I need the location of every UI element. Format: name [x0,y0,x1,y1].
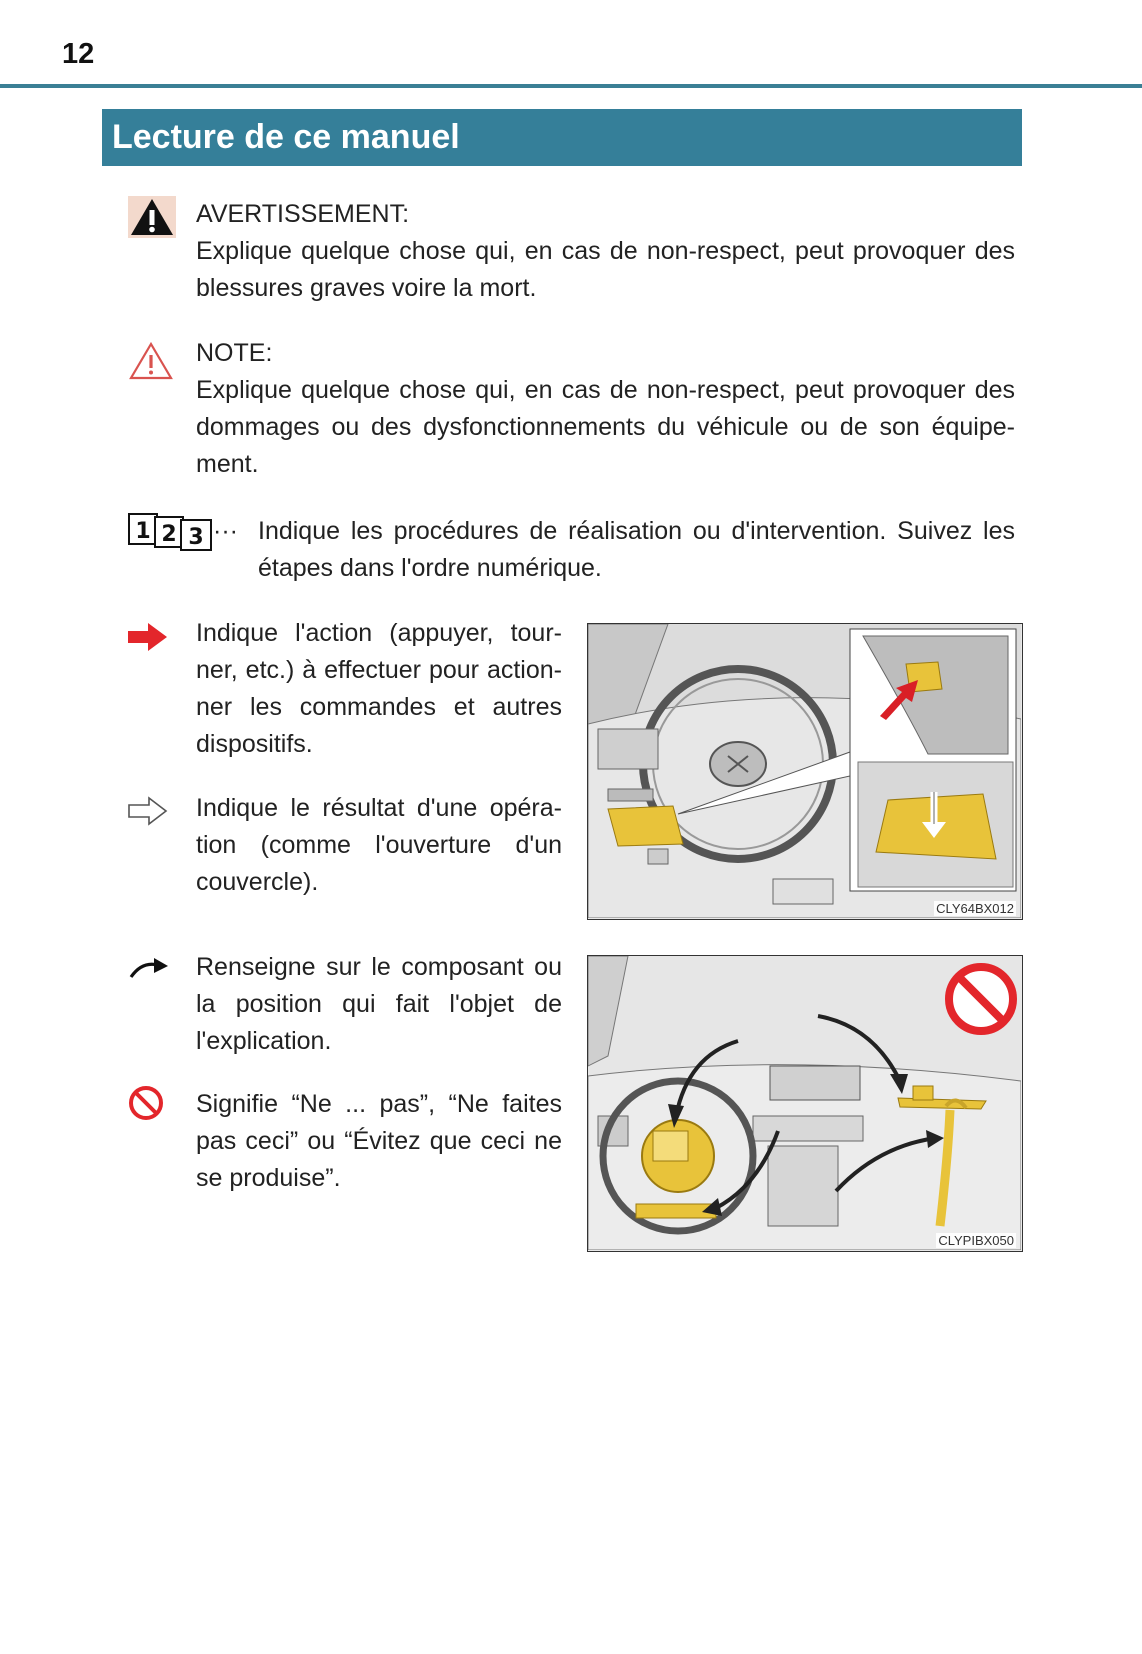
figure-code-1: CLY64BX012 [936,901,1014,916]
top-divider [0,84,1142,88]
step-numbers-icon [128,512,214,557]
warning-block [196,196,1015,307]
figure-glovebox [587,623,1023,920]
result-block: Indique le résultat d'une opéra-tion (comme l'ouverture d'un couvercle). [196,794,562,896]
figure-do-not [587,955,1023,1252]
warning-text: Explique quelque chose qui, en cas de non-respect, peut provoquer des blessures graves voire la mort. [196,237,1015,302]
prohibit-icon [128,1085,164,1126]
warning-filled-icon [128,196,176,243]
step-digit-3: 3 [188,525,204,550]
warning-label: AVERTISSEMENT: [196,200,410,228]
pointer-arrow-icon [128,955,170,986]
figure-code-2: CLYPIBX050 [938,1233,1014,1248]
note-text: Explique quelque chose qui, en cas de non-respect, peut provoquer des dommages ou des dysfonctionnements du véhicule ou de son équipe-ment. [196,376,1015,478]
step-digit-2: 2 [161,522,177,547]
steps-text: Indique les procédures de réalisation ou d'intervention. Suivez les étapes dans l'ordre numérique. [258,517,1015,582]
note-block [196,335,1015,483]
section-header: Lecture de ce manuel [102,109,1022,166]
page-number: 12 [62,38,95,70]
step-digit-1: 1 [135,519,151,544]
action-arrow-icon [128,622,168,657]
component-block: Renseigne sur le composant ou la position qui fait l'objet de l'explication. [196,953,562,1055]
caution-outline-icon [128,341,174,386]
action-block: Indique l'action (appuyer, tour-ner, etc.) à effectuer pour action-ner les commandes et autres dispositifs. [196,619,562,758]
result-arrow-icon [128,796,168,831]
prohibit-block: Signifie “Ne ... pas”, “Ne faites pas ceci” ou “Évitez que ceci ne se produise”. [196,1090,562,1192]
steps-dots: ··· [213,517,238,545]
note-label: NOTE: [196,339,273,367]
